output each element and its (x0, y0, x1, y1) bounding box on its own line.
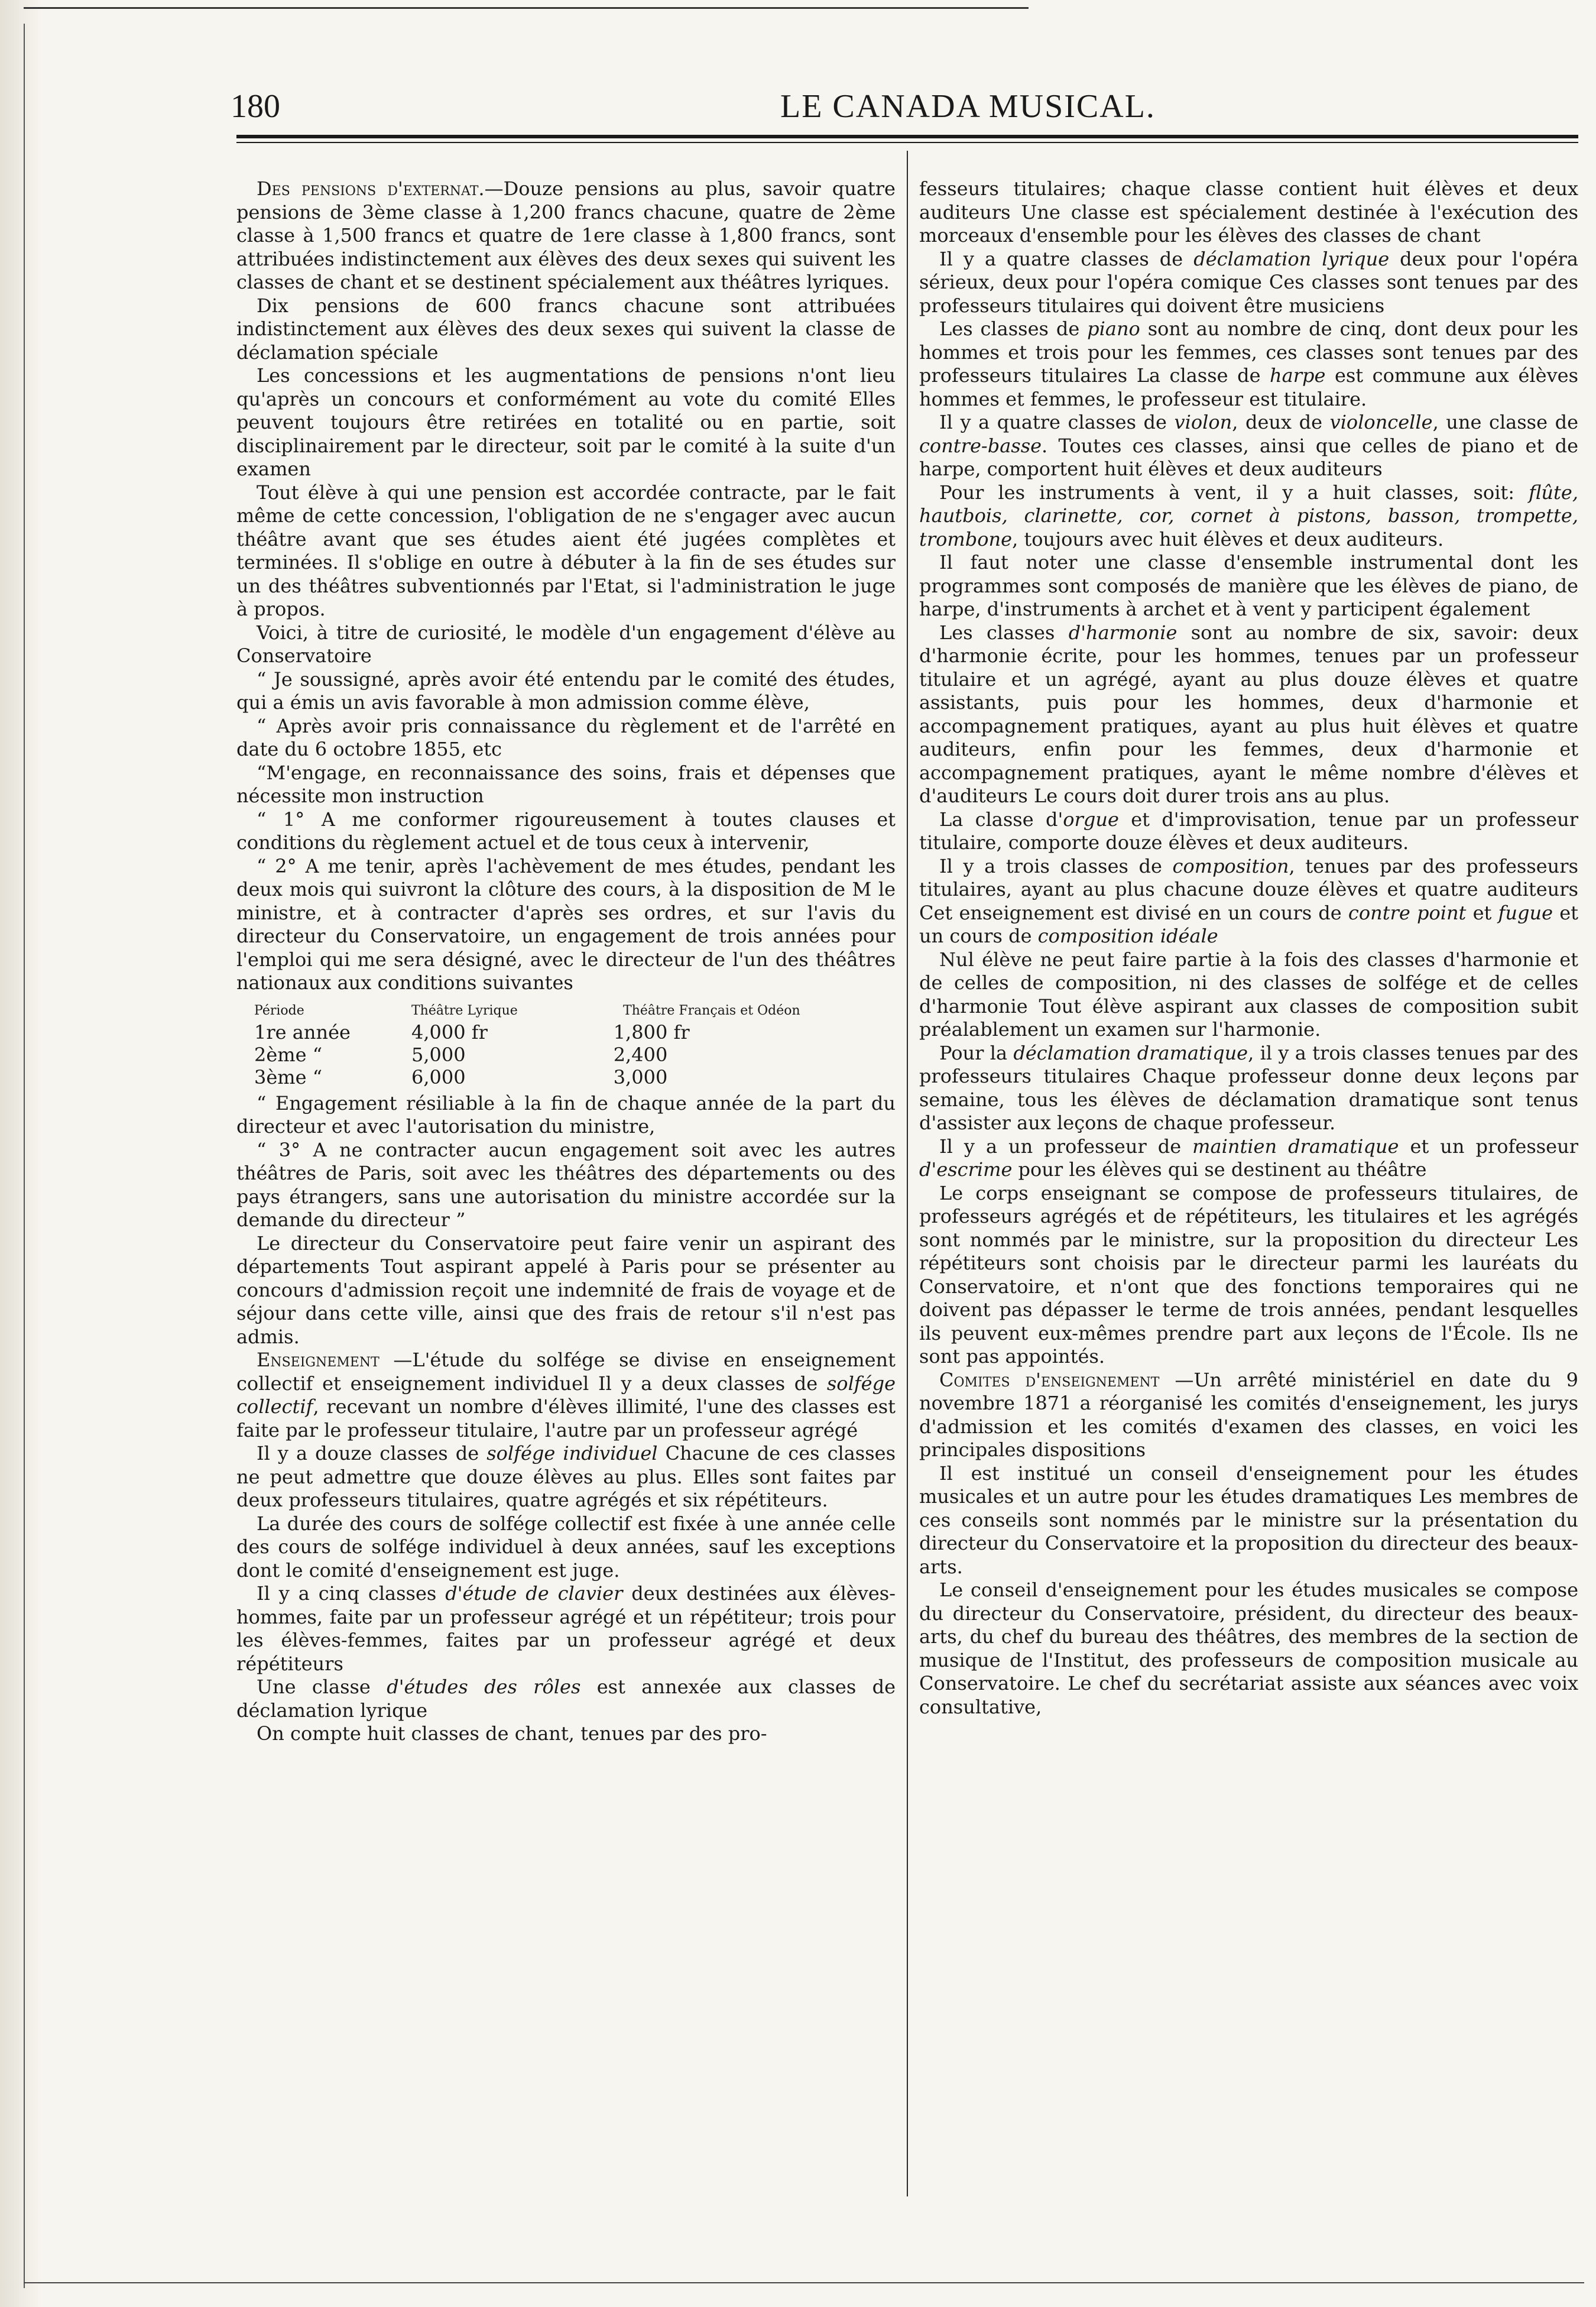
paragraph: Il faut noter une classe d'ensemble instrumental dont les programmes sont composés de manière que les élèves de piano, de harpe, d'instruments à archet et à vent y participent également (919, 551, 1578, 620)
contract-clause: “ 1° A me conformer rigoureusement à toutes clauses et conditions du règlement actuel et de tous ceux à intervenir, (236, 808, 896, 854)
contract-clause: “ 3° A ne contracter aucun engagement soit avec les autres théâtres de Paris, soit avec les théâtres des départements ou des pays étrangers, sans une autorisation du ministre accordée sur la demande du directeur ” (236, 1138, 896, 1231)
salary-table (254, 1001, 845, 1088)
paragraph: Une classe d'études des rôles est annexée aux classes de déclamation lyrique (236, 1676, 896, 1722)
paragraph: Nul élève ne peut faire partie à la fois des classes d'harmonie et de celles de composition, ni des classes de solfége et de celles d'harmonie Tout élève aspirant aux classes de composition subit préalablement un examen sur l'harmonie. (919, 948, 1578, 1041)
binding-line (24, 24, 25, 2288)
page-binding-edge (0, 0, 41, 2307)
page-number: 180 (231, 88, 280, 125)
paragraph: La durée des cours de solfége collectif est fixée à une année celle des cours de solfége individuel à deux années, sauf les exceptions dont le comité d'enseignement est juge. (236, 1512, 896, 1582)
paragraph-pensions-externat: Des pensions d'externat.—Douze pensions au plus, savoir quatre pensions de 3ème classe à 1,200 francs chacune, quatre de 2ème classe à 1,500 francs et quatre de 1ere classe à 1,800 francs, sont attribuées indistinctement aux élèves des deux sexes qui suivent les classes de chant et se destinent spécialement aux théâtres lyriques. (236, 177, 896, 293)
table-row (254, 1044, 845, 1066)
paragraph-enseignement: Enseignement —L'étude du solfége se divise en enseignement collectif et enseignement individuel Il y a deux classes de solfége collectif, recevant un nombre d'élèves illimité, l'une des classes est faite par le professeur titulaire, l'autre par un professeur agrégé (236, 1349, 896, 1441)
col-header-theatre-lyrique: Théâtre Lyrique (411, 1003, 518, 1018)
paragraph: Le corps enseignant se compose de professeurs titulaires, de professeurs agrégés et de répétiteurs, les titulaires et les agrégés sont nommés par le ministre, sur la proposition du directeur Les répétiteurs sont choisis par le directeur parmi les lauréats du Conservatoire, et n'ont que des fonctions temporaires qui ne doivent pas dépasser le terme de trois années, pendant lesquelles ils peuvent eux-mêmes prendre part aux leçons de l'École. Ils ne sont pas appointés. (919, 1181, 1578, 1368)
left-column (236, 177, 896, 1746)
table-cell: 4,000 fr (411, 1020, 488, 1044)
table-row (254, 1066, 845, 1088)
table-cell: 2,400 (613, 1043, 668, 1066)
paragraph: Il y a cinq classes d'étude de clavier deux destinées aux élèves-hommes, faite par un professeur agrégé et un répétiteur; trois pour les élèves-femmes, faites par un professeur agrégé et deux répétiteurs (236, 1582, 896, 1675)
header-rule-thin (236, 142, 1578, 143)
salary-table-header (254, 1001, 845, 1021)
paragraph: Les classes de piano sont au nombre de cinq, dont deux pour les hommes et trois pour les femmes, ces classes sont tenues par des professeurs titulaires La classe de harpe est commune aux élèves hommes et femmes, le professeur est titulaire. (919, 317, 1579, 410)
table-cell: 6,000 (411, 1065, 466, 1088)
paragraph: Il y a quatre classes de violon, deux de violoncelle, une classe de contre-basse. Toutes ces classes, ainsi que celles de piano et de harpe, comportent huit élèves et deux auditeurs (919, 411, 1579, 480)
paragraph: Voici, à titre de curiosité, le modèle d'un engagement d'élève au Conservatoire (236, 621, 896, 667)
table-row (254, 1021, 845, 1044)
section-heading-comites: Comites d'enseignement (939, 1368, 1160, 1391)
col-header-theatre-francais: Théâtre Français et Odéon (623, 1003, 800, 1018)
paragraph: Il y a un professeur de maintien dramatique et un professeur d'escrime pour les élèves qui se destinent au théâtre (919, 1135, 1579, 1181)
paragraph: Il y a trois classes de composition, tenues par des professeurs titulaires, ayant au plus chacune douze élèves et quatre auditeurs Cet enseignement est divisé en un cours de contre point et fugue et un cours de composition idéale (919, 854, 1578, 947)
paragraph: Les classes d'harmonie sont au nombre de six, savoir: deux d'harmonie écrite, pour les hommes, tenues par un professeur titulaire et un agrégé, ayant au plus douze élèves et quatre assistants, puis pour les hommes, deux d'harmonie et accompagnement pratiques, ayant au plus huit élèves et quatre auditeurs, enfin pour les femmes, deux d'harmonie et accompagnement pratiques, ayant le même nombre d'élèves et d'auditeurs Le cours doit durer trois ans au plus. (919, 621, 1579, 807)
contract-clause: “M'engage, en reconnaissance des soins, frais et dépenses que nécessite mon instruction (236, 761, 896, 807)
paragraph: On compte huit classes de chant, tenues par des pro- (257, 1722, 767, 1745)
paragraph: Il y a douze classes de solfége individuel Chacune de ces classes ne peut admettre que douze élèves au plus. Elles sont faites par deux professeurs titulaires, quatre agrégés et six répétiteurs. (236, 1442, 896, 1511)
contract-clause: “ 2° A me tenir, après l'achèvement de mes études, pendant les deux mois qui suivront la clôture des cours, à la disposition de M le ministre, et à contracter d'après ses ordres, et sur l'avis du directeur du Conservatoire, un engagement de trois années pour l'emploi qui me sera désigné, avec le directeur de l'un des théâtres nationaux aux conditions suivantes (236, 854, 896, 994)
paragraph: Tout élève à qui une pension est accordée contracte, par le fait même de cette concession, l'obligation de ne s'engager avec aucun théâtre avant que ses études aient été jugées complètes et terminées. Il s'oblige en outre à débuter à la fin de ses études sur un des théâtres subventionnés par l'Etat, si l'administration le juge à propos. (236, 481, 896, 620)
contract-clause: “ Je soussigné, après avoir été entendu par le comité des études, qui a émis un avis favorable à mon admission comme élève, (236, 668, 896, 714)
table-cell: 1re année (254, 1020, 351, 1044)
paragraph: Il y a quatre classes de déclamation lyrique deux pour l'opéra sérieux, deux pour l'opéra comique Ces classes sont tenues par des professeurs titulaires qui doivent être musiciens (919, 247, 1579, 317)
col-header-periode: Période (254, 1003, 304, 1018)
paragraph: Dix pensions de 600 francs chacune sont attribuées indistinctement aux élèves des deux sexes qui suivent la classe de déclamation spéciale (236, 294, 896, 364)
column-separator (907, 151, 908, 2196)
table-cell: 1,800 fr (613, 1020, 690, 1044)
paragraph: Pour la déclamation dramatique, il y a trois classes tenues par des professeurs titulaires Chaque professeur donne deux leçons par semaine, tous les élèves de déclamation dramatique sont tenus d'assister aux leçons de chaque professeur. (919, 1041, 1578, 1134)
paragraph: La classe d'orgue et d'improvisation, tenue par un professeur titulaire, comporte douze élèves et deux auditeurs. (919, 808, 1579, 854)
contract-clause: “ Après avoir pris connaissance du règlement et de l'arrêté en date du 6 octobre 1855, etc (236, 714, 896, 760)
paragraph-comites: Comites d'enseignement —Un arrêté ministériel en date du 9 novembre 1871 a réorganisé les comités d'enseignement, les jurys d'admission et les comités d'examen des classes, en voici les principales dispositions (919, 1368, 1578, 1461)
table-cell: 5,000 (411, 1043, 466, 1066)
section-heading-pensions: Des pensions d'externat. (257, 177, 485, 200)
paragraph: Il est institué un conseil d'enseignement pour les études musicales et un autre pour les études dramatiques Les membres de ces conseils sont nommés par le ministre sur la présentation du directeur du Conservatoire et la proposition du directeur des beaux-arts. (919, 1462, 1578, 1578)
running-title: LE CANADA MUSICAL. (780, 88, 1156, 125)
paragraph: Le directeur du Conservatoire peut faire venir un aspirant des départements Tout aspirant appelé à Paris pour se présenter au concours d'admission reçoit une indemnité de frais de voyage et de séjour dans cette ville, ainsi que des frais de retour s'il n'est pas admis. (236, 1232, 896, 1348)
contract-clause: “ Engagement résiliable à la fin de chaque année de la part du directeur et avec l'autorisation du ministre, (236, 1091, 896, 1138)
paragraph: Pour les instruments à vent, il y a huit classes, soit: flûte, hautbois, clarinette, cor, cornet à pistons, basson, trompette, trombone, toujours avec huit élèves et deux auditeurs. (919, 481, 1578, 550)
section-heading-enseignement: Enseignement (257, 1349, 379, 1371)
table-cell: 3,000 (613, 1065, 668, 1088)
frame-top-line (24, 7, 1029, 9)
paragraph: Le conseil d'enseignement pour les études musicales se compose du directeur du Conservatoire, président, du directeur des beaux-arts, du chef du bureau des théâtres, des membres de la section de musique de l'Institut, des professeurs de composition musicale au Conservatoire. Le chef du secrétariat assiste aux séances avec voix consultative, (919, 1579, 1578, 1718)
frame-bottom-line (24, 2282, 1584, 2283)
header-rule-thick (236, 135, 1578, 138)
table-cell: 2ème “ (254, 1043, 323, 1066)
right-column (919, 177, 1578, 1719)
paragraph-continued: fesseurs titulaires; chaque classe contient huit élèves et deux auditeurs Une classe est spécialement destinée à l'exécution des morceaux d'ensemble pour les élèves des classes de chant (919, 177, 1578, 247)
table-cell: 3ème “ (254, 1065, 323, 1088)
paragraph: Les concessions et les augmentations de pensions n'ont lieu qu'après un concours et conformément au vote du comité Elles peuvent toujours être retirées en totalité ou en partie, soit disciplinairement par le directeur, soit par le comité à la suite d'un examen (236, 364, 896, 480)
